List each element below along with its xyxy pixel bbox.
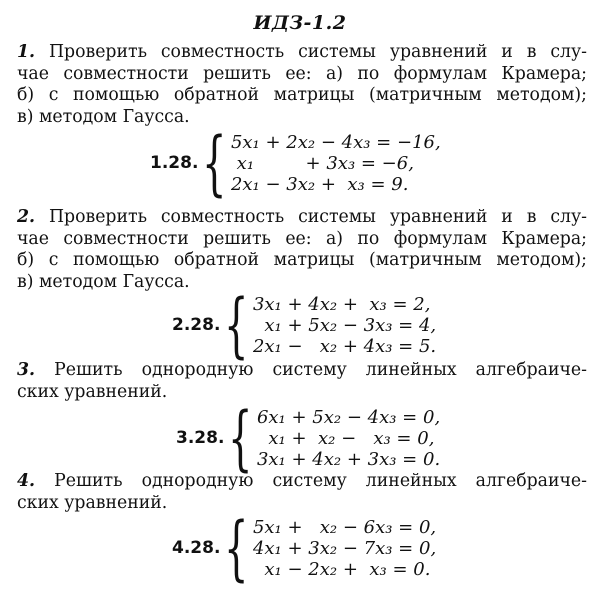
- page-title: ИДЗ-1.2: [253, 12, 347, 34]
- equation: 6x₁ + 5x₂ − 4x₃ = 0,: [256, 406, 441, 428]
- task-number: 4.: [17, 471, 36, 491]
- equation: x₁ − 2x₂ + x₃ = 0.: [252, 558, 431, 580]
- task-line: Проверить совместность системы уравнений и в слу-: [35, 42, 587, 62]
- equation: x₁ + 3x₃ = −6,: [230, 152, 414, 174]
- task-2-text: [17, 207, 587, 293]
- system-3: [176, 397, 441, 479]
- task-line: ских уравнений.: [17, 381, 168, 402]
- task-4-text: [17, 471, 587, 514]
- system-label: 1.28.: [150, 153, 199, 173]
- task-line: б) с помощью обратной матрицы (матричным методом);: [17, 85, 587, 106]
- system-4: [172, 507, 437, 589]
- task-number: 3.: [17, 360, 36, 380]
- equation: 3x₁ + 4x₂ + 3x₃ = 0.: [256, 448, 441, 470]
- task-line: чае совместности решить ее: а) по формулам Крамера;: [17, 228, 587, 249]
- equation: x₁ + 5x₂ − 3x₃ = 4,: [252, 314, 437, 336]
- left-brace: {: [224, 507, 249, 589]
- left-brace: {: [228, 397, 253, 479]
- system-1: [150, 122, 441, 204]
- task-line: Проверить совместность системы уравнений и в слу-: [35, 207, 587, 227]
- equation: 5x₁ + 2x₂ − 4x₃ = −16,: [230, 131, 441, 153]
- system-label: 2.28.: [172, 315, 221, 335]
- equation: 4x₁ + 3x₂ − 7x₃ = 0,: [252, 537, 437, 559]
- task-line: ских уравнений.: [17, 492, 168, 513]
- task-line: б) с помощью обратной матрицы (матричным методом);: [17, 250, 587, 271]
- task-line: Решить однородную систему линейных алгебраиче-: [35, 471, 587, 491]
- system-label: 3.28.: [176, 428, 225, 448]
- task-1-text: [17, 42, 587, 128]
- task-number: 1.: [17, 42, 36, 62]
- task-number: 2.: [17, 207, 36, 227]
- equation: 3x₁ + 4x₂ + x₃ = 2,: [252, 293, 431, 315]
- task-line: в) методом Гаусса.: [17, 271, 190, 292]
- equation: 5x₁ + x₂ − 6x₃ = 0,: [252, 516, 437, 538]
- task-3-text: [17, 360, 587, 403]
- system-2: [172, 284, 437, 366]
- equation: 2x₁ − 3x₂ + x₃ = 9.: [230, 173, 409, 195]
- system-label: 4.28.: [172, 538, 221, 558]
- equation: x₁ + x₂ − x₃ = 0,: [256, 427, 435, 449]
- task-line: Решить однородную систему линейных алгебраиче-: [35, 360, 587, 380]
- task-line: чае совместности решить ее: а) по формулам Крамера;: [17, 63, 587, 84]
- task-line: в) методом Гаусса.: [17, 106, 190, 127]
- equation: 2x₁ − x₂ + 4x₃ = 5.: [252, 335, 437, 357]
- left-brace: {: [202, 122, 227, 204]
- left-brace: {: [224, 284, 249, 366]
